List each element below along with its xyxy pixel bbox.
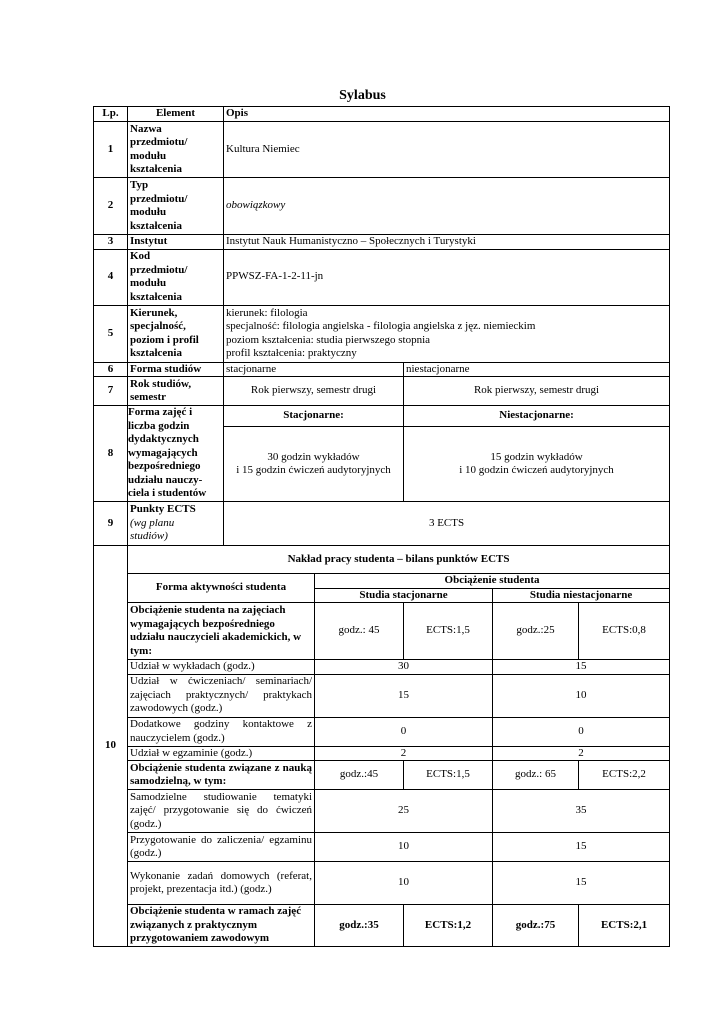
row-5-lp: 5 bbox=[94, 305, 128, 362]
egzamin-label: Udział w egzaminie (godz.) bbox=[128, 746, 315, 761]
studiowanie-stac: 25 bbox=[315, 790, 493, 833]
cwiczenia-stac: 15 bbox=[315, 674, 493, 717]
row-4-lp: 4 bbox=[94, 249, 128, 305]
row-8-head bbox=[94, 406, 670, 427]
wyklady-niestac: 15 bbox=[493, 660, 670, 675]
row-1-lp: 1 bbox=[94, 122, 128, 178]
row-3-element: Instytut bbox=[128, 235, 224, 250]
samodzielna-niestac-ects: ECTS:2,2 bbox=[579, 761, 670, 790]
zaliczenie-row bbox=[94, 833, 670, 862]
contact-row bbox=[94, 603, 670, 660]
dodatkowe-row bbox=[94, 717, 670, 746]
row-6-niestacjonarne: niestacjonarne bbox=[404, 362, 670, 377]
studia-niestacjonarne-header: Studia niestacjonarne bbox=[493, 588, 670, 603]
cwiczenia-niestac: 10 bbox=[493, 674, 670, 717]
domowe-row bbox=[94, 862, 670, 905]
zaliczenie-niestac: 15 bbox=[493, 833, 670, 862]
dodatkowe-label: Dodatkowe godziny kontaktowe z nauczycielem (godz.) bbox=[128, 717, 315, 746]
row-8-lp: 8 bbox=[94, 406, 128, 502]
wyklady-label: Udział w wykładach (godz.) bbox=[128, 660, 315, 675]
row-1-value: Kultura Niemiec bbox=[224, 122, 670, 178]
row-2-value: obowiązkowy bbox=[224, 178, 670, 235]
praktyczne-label: Obciążenie studenta w ramach zajęć związanych z praktycznym przygotowaniem zawodowym bbox=[128, 905, 315, 947]
cwiczenia-label: Udział w ćwiczeniach/ seminariach/ zajęciach praktycznych/ praktykach zawodowych (godz.) bbox=[128, 674, 315, 717]
row-8-head-niestacjonarne: Niestacjonarne: bbox=[404, 406, 670, 427]
row-3-value: Instytut Nauk Humanistyczno – Społecznych i Turystyki bbox=[224, 235, 670, 250]
cwiczenia-row bbox=[94, 674, 670, 717]
header-lp: Lp. bbox=[94, 107, 128, 122]
header-opis: Opis bbox=[224, 107, 670, 122]
egzamin-stac: 2 bbox=[315, 746, 493, 761]
row-8-niestacjonarne: 15 godzin wykładów i 10 godzin ćwiczeń audytoryjnych bbox=[404, 427, 670, 502]
dodatkowe-stac: 0 bbox=[315, 717, 493, 746]
document-title: Sylabus bbox=[339, 88, 386, 103]
row-9-lp: 9 bbox=[94, 502, 128, 546]
dodatkowe-niestac: 0 bbox=[493, 717, 670, 746]
samodzielna-label: Obciążenie studenta związane z nauką samodzielną, w tym: bbox=[128, 761, 315, 790]
row-6 bbox=[94, 362, 670, 377]
row-7-stacjonarne: Rok pierwszy, semestr drugi bbox=[224, 377, 404, 406]
row-9 bbox=[94, 502, 670, 546]
header-element: Element bbox=[128, 107, 224, 122]
row-3-lp: 3 bbox=[94, 235, 128, 250]
samodzielna-niestac-godz: godz.: 65 bbox=[493, 761, 579, 790]
zaliczenie-stac: 10 bbox=[315, 833, 493, 862]
row-10-heading bbox=[94, 546, 670, 574]
egzamin-row bbox=[94, 746, 670, 761]
studiowanie-label: Samodzielne studiowanie tematyki zajęć/ przygotowanie się do ćwiczeń (godz.) bbox=[128, 790, 315, 833]
ects-header-row-1 bbox=[94, 574, 670, 589]
contact-niestac-godz: godz.:25 bbox=[493, 603, 579, 660]
syllabus-table bbox=[93, 106, 670, 947]
praktyczne-stac-godz: godz.:35 bbox=[315, 905, 404, 947]
row-6-lp: 6 bbox=[94, 362, 128, 377]
row-7-niestacjonarne: Rok pierwszy, semestr drugi bbox=[404, 377, 670, 406]
wyklady-row bbox=[94, 660, 670, 675]
row-7-lp: 7 bbox=[94, 377, 128, 406]
praktyczne-niestac-ects: ECTS:2,1 bbox=[579, 905, 670, 947]
domowe-niestac: 15 bbox=[493, 862, 670, 905]
row-9-element-cell bbox=[128, 502, 224, 546]
header-row bbox=[94, 107, 670, 122]
praktyczne-niestac-godz: godz.:75 bbox=[493, 905, 579, 947]
row-4-value: PPWSZ-FA-1-2-11-jn bbox=[224, 249, 670, 305]
forma-aktywnosci-header: Forma aktywności studenta bbox=[128, 574, 315, 603]
studiowanie-niestac: 35 bbox=[493, 790, 670, 833]
contact-stac-godz: godz.: 45 bbox=[315, 603, 404, 660]
row-8-element: Forma zajęć i liczba godzin dydaktycznych wymagających bezpośredniego udziału nauczy- ciela i studentów bbox=[128, 406, 224, 502]
row-2-element: Typ przedmiotu/ modułu kształcenia bbox=[128, 178, 224, 235]
row-4 bbox=[94, 249, 670, 305]
obciazenie-header: Obciążenie studenta bbox=[315, 574, 670, 589]
row-1 bbox=[94, 122, 670, 178]
row-5-value: kierunek: filologia specjalność: filologia angielska - filologia angielska z jęz. niemieckim poziom kształcenia: studia pierwszego stopnia profil kształcenia: praktyczny bbox=[224, 305, 670, 362]
praktyczne-row bbox=[94, 905, 670, 947]
contact-stac-ects: ECTS:1,5 bbox=[404, 603, 493, 660]
row-7-element: Rok studiów, semestr bbox=[128, 377, 224, 406]
row-2-lp: 2 bbox=[94, 178, 128, 235]
samodzielna-stac-godz: godz.:45 bbox=[315, 761, 404, 790]
row-2 bbox=[94, 178, 670, 235]
contact-niestac-ects: ECTS:0,8 bbox=[579, 603, 670, 660]
row-5-element: Kierunek, specjalność, poziom i profil kształcenia bbox=[128, 305, 224, 362]
wyklady-stac: 30 bbox=[315, 660, 493, 675]
row-6-stacjonarne: stacjonarne bbox=[224, 362, 404, 377]
row-5 bbox=[94, 305, 670, 362]
domowe-stac: 10 bbox=[315, 862, 493, 905]
egzamin-niestac: 2 bbox=[493, 746, 670, 761]
domowe-label: Wykonanie zadań domowych (referat, projekt, prezentacja itd.) (godz.) bbox=[128, 862, 315, 905]
studiowanie-row bbox=[94, 790, 670, 833]
row-8-head-stacjonarne: Stacjonarne: bbox=[224, 406, 404, 427]
studia-stacjonarne-header: Studia stacjonarne bbox=[315, 588, 493, 603]
row-1-element: Nazwa przedmiotu/ modułu kształcenia bbox=[128, 122, 224, 178]
praktyczne-stac-ects: ECTS:1,2 bbox=[404, 905, 493, 947]
samodzielna-stac-ects: ECTS:1,5 bbox=[404, 761, 493, 790]
samodzielna-row bbox=[94, 761, 670, 790]
row-7 bbox=[94, 377, 670, 406]
row-6-element: Forma studiów bbox=[128, 362, 224, 377]
zaliczenie-label: Przygotowanie do zaliczenia/ egzaminu (godz.) bbox=[128, 833, 315, 862]
contact-label: Obciążenie studenta na zajęciach wymagających bezpośredniego udziału nauczycieli akademickich, w tym: bbox=[128, 603, 315, 660]
row-4-element: Kod przedmiotu/ modułu kształcenia bbox=[128, 249, 224, 305]
row-9-value: 3 ECTS bbox=[224, 502, 670, 546]
row-3 bbox=[94, 235, 670, 250]
row-8-stacjonarne: 30 godzin wykładów i 15 godzin ćwiczeń audytoryjnych bbox=[224, 427, 404, 502]
ects-heading: Nakład pracy studenta – bilans punktów ECTS bbox=[128, 546, 670, 574]
row-9-element-note: (wg planu studiów) bbox=[130, 516, 175, 543]
row-9-element: Punkty ECTS bbox=[130, 503, 196, 516]
row-10-lp: 10 bbox=[94, 546, 128, 947]
